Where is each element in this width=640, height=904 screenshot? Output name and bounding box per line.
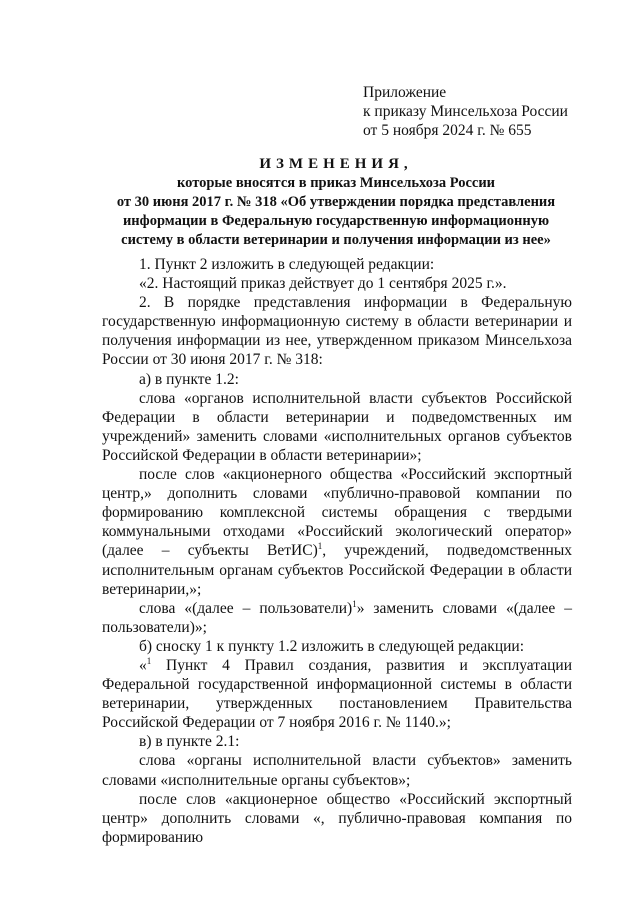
paragraph-2: «2. Настоящий приказ действует до 1 сентября 2025 г.».: [139, 275, 507, 293]
footnote-mark: 1: [146, 655, 152, 666]
paragraph-7: [102, 599, 572, 637]
paragraph-7-text-a: слова «(далее – пользователи): [139, 599, 353, 617]
footnote-mark: 1: [352, 598, 357, 609]
paragraph-6-text-b: , учреждений, подведомственных исполнительным органам субъектов Российской Федерации в области ветеринарии,»;: [102, 542, 572, 598]
title-line-2: от 30 июня 2017 г. № 318 «Об утверждении порядка представления: [116, 194, 556, 210]
paragraph-6: [102, 465, 572, 599]
paragraph-9: [102, 656, 572, 732]
paragraph-11: слова «органы исполнительной власти субъектов» заменить словами «исполнительные органы субъектов»;: [102, 752, 572, 789]
document-title: [100, 155, 572, 250]
paragraph-5: слова «органов исполнительной власти субъектов Российской Федерации в области ветеринарии и подведомственных им учреждений» заменить словами «исполнительных органов субъектов Российской Федерации в области ветеринарии»;: [102, 389, 572, 464]
paragraph-12: после слов «акционерное общество «Российский экспортный центр» дополнить словами «, публично-правовая компания по формированию: [102, 790, 572, 846]
appendix-header: [363, 83, 568, 140]
title-main: ИЗМЕНЕНИЯ,: [259, 156, 413, 172]
paragraph-6-text-a: после слов «акционерного общества «Российский экспортный центр,» дополнить словами «публично-правовой компании по формированию комплексной системы обращения с твердыми коммунальными отходами «Российский экологический оператор» (далее – субъекты ВетИС): [102, 466, 572, 560]
document-body: [102, 255, 572, 847]
paragraph-8: б) сноску 1 к пункту 1.2 изложить в следующей редакции:: [139, 637, 525, 655]
footnote-mark: 1: [317, 541, 323, 552]
paragraph-4: а) в пункте 1.2:: [139, 370, 239, 388]
appendix-order-ref: к приказу Минсельхоза России: [363, 103, 568, 120]
appendix-label: Приложение: [363, 84, 447, 101]
paragraph-1: 1. Пункт 2 изложить в следующей редакции:: [139, 256, 435, 273]
title-line-3: информации в Федеральную государственную информационную: [122, 213, 550, 229]
paragraph-9-text-b: Пункт 4 Правил создания, развития и эксплуатации Федеральной государственной информационной системы в области ветеринарии, утвержденных постановлением Правительства Российской Федерации от 7 ноября 2016 г. № 1140.»;: [102, 656, 572, 732]
paragraph-3: 2. В порядке представления информации в Федеральную государственную информационную систему в области ветеринарии и получения информации из нее, утвержденном приказом Минсельхоза России от 30 июня 2017 г. № 318:: [102, 294, 572, 369]
paragraph-9-text-a: «: [139, 656, 147, 674]
title-line-1: которые вносятся в приказ Минсельхоза России: [176, 175, 496, 191]
title-line-4: систему в области ветеринарии и получения информации из нее»: [121, 232, 551, 248]
paragraph-10: в) в пункте 2.1:: [139, 733, 240, 751]
appendix-order-date: от 5 ноября 2024 г. № 655: [363, 122, 532, 139]
paragraph-7-text-b: » заменить словами «(далее – пользователи)»;: [102, 599, 572, 636]
